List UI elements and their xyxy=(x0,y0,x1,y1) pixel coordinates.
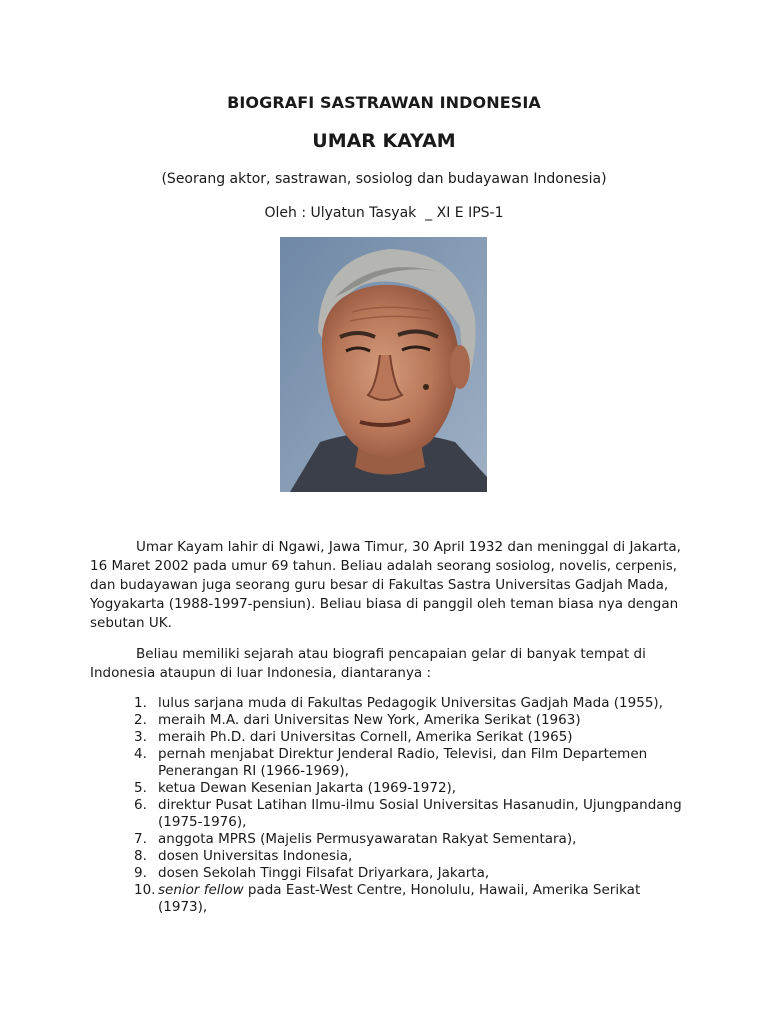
series-title: BIOGRAFI SASTRAWAN INDONESIA xyxy=(227,93,541,112)
list-item: 4. pernah menjabat Direktur Jenderal Radio, Televisi, dan Film Departemen Penerangan RI (1966-1969), xyxy=(134,746,648,779)
list-item: 3. meraih Ph.D. dari Universitas Cornell, Amerika Serikat (1965) xyxy=(134,729,573,745)
portrait-illustration xyxy=(280,237,487,492)
biography-name: UMAR KAYAM xyxy=(312,130,456,152)
list-item: 5. ketua Dewan Kesenian Jakarta (1969-1972), xyxy=(134,780,457,796)
list-item: 10. senior fellow pada East-West Centre, Honolulu, Hawaii, Amerika Serikat (1973), xyxy=(134,882,641,915)
author-line: Oleh : Ulyatun Tasyak _ XI E IPS-1 xyxy=(264,205,504,221)
paragraph-achievements: Beliau memiliki sejarah atau biografi pencapaian gelar di banyak tempat di Indonesia ataupun di luar Indonesia, diantaranya : xyxy=(90,646,646,681)
paragraph-intro: Umar Kayam lahir di Ngawi, Jawa Timur, 30 April 1932 dan meninggal di Jakarta, 16 Maret 2002 pada umur 69 tahun. Beliau adalah seorang sosiolog, novelis, cerpenis, dan budayawan juga seorang guru besar di Fakultas Sastra Universitas Gadjah Mada, Yogyakarta (1988-1997-pensiun). Beliau biasa di panggil oleh teman biasa nya dengan sebutan UK. xyxy=(90,539,681,631)
list-item: 2. meraih M.A. dari Universitas New York, Amerika Serikat (1963) xyxy=(134,712,581,728)
list-item: 1. lulus sarjana muda di Fakultas Pedagogik Universitas Gadjah Mada (1955), xyxy=(134,695,663,711)
portrait-photo xyxy=(280,237,487,492)
achievement-list xyxy=(90,695,690,916)
list-item: 6. direktur Pusat Latihan Ilmu-ilmu Sosial Universitas Hasanudin, Ujungpandang (1975-1976), xyxy=(134,797,682,830)
list-item: 9. dosen Sekolah Tinggi Filsafat Driyarkara, Jakarta, xyxy=(134,865,490,881)
list-item: 7. anggota MPRS (Majelis Permusyawaratan Rakyat Sementara), xyxy=(134,831,577,847)
list-item: 8. dosen Universitas Indonesia, xyxy=(134,848,353,864)
subtitle: (Seorang aktor, sastrawan, sosiolog dan budayawan Indonesia) xyxy=(161,171,607,187)
italic-phrase: senior fellow xyxy=(158,882,244,898)
